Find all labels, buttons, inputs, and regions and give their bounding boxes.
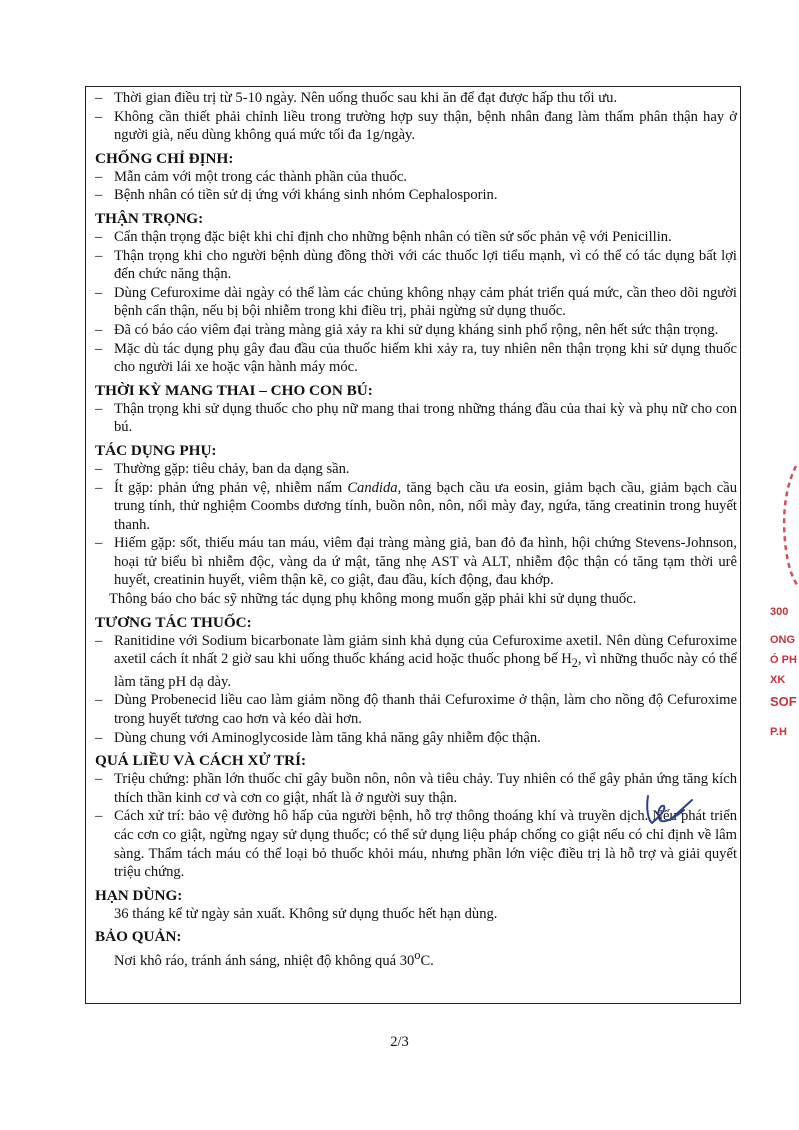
bullet-dash: – [95, 808, 103, 825]
section-title: TÁC DỤNG PHỤ: [95, 441, 217, 459]
stamp-fragment: SOF [770, 694, 797, 709]
section-title: BẢO QUẢN: [95, 928, 182, 946]
expiry-text: 36 tháng kể từ ngày sản xuất. Không sử dụng thuốc hết hạn dùng. [114, 905, 498, 922]
bullet-dash: – [95, 535, 103, 552]
section-pregnancy [95, 381, 741, 437]
bullet-dash: – [95, 771, 103, 788]
storage-text: Nơi khô ráo, tránh ánh sáng, nhiệt độ không quá 30$^o$C. [114, 948, 434, 970]
stamp-fragment: XK [770, 674, 786, 686]
bullet-dash: – [95, 247, 103, 264]
section-storage [95, 927, 741, 970]
section-title: CHỐNG CHỈ ĐỊNH: [95, 149, 234, 167]
section-contraindications [95, 149, 741, 205]
bullet-dash: – [95, 340, 103, 357]
bullet-dash: – [95, 108, 103, 125]
stamp-fragment: Ó PH [770, 654, 797, 666]
side-effects-note: Thông báo cho bác sỹ những tác dụng phụ không mong muốn gặp phải khi sử dụng thuốc. [109, 591, 637, 608]
document-body [95, 89, 741, 971]
list-item: – Thận trọng khi cho người bệnh dùng đồng thời với các thuốc lợi tiểu mạnh, vì có thể có tác dụng bất lợi đến chức năng thận. [95, 247, 737, 283]
list-item: – Mặc dù tác dụng phụ gây đau đầu của thuốc hiếm khi xảy ra, tuy nhiên nên thận trọng khi sử dụng thuốc cho người lái xe hoặc vận hành máy móc. [95, 340, 737, 376]
section-title: THẬN TRỌNG: [95, 209, 204, 227]
bullet-dash: – [95, 321, 103, 338]
bullet-dash: – [95, 187, 103, 204]
section-title: HẠN DÙNG: [95, 886, 183, 904]
stamp-fragment: ONG [770, 634, 796, 646]
bullet-dash: – [95, 692, 103, 709]
list-item: – Triệu chứng: phần lớn thuốc chỉ gây buồn nôn, nôn và tiêu chảy. Tuy nhiên có thể gây phản ứng tăng kích thích thần kinh cơ và cơn co giật, nhất là ở người suy thận. [95, 771, 737, 806]
section-interactions [95, 613, 741, 747]
list-item: – Dùng Cefuroxime dài ngày có thể làm các chủng không nhạy cảm phát triển quá mức, cần theo dõi người bệnh cẩn thận, nếu bị bội nhiễm trong khi điều trị, phải ngừng sử dụng thuốc. [95, 284, 737, 320]
bullet-dash: – [95, 479, 103, 496]
bullet-dash: – [95, 168, 103, 185]
stamp-arc [770, 460, 799, 590]
list-item: – Cẩn thận trọng đặc biệt khi chỉ định cho những bệnh nhân có tiền sử sốc phản vệ với Penicillin. [95, 228, 672, 245]
list-item: – Không cần thiết phải chỉnh liều trong trường hợp suy thận, bệnh nhân đang làm thẩm phân thận hay ở người già, nếu dùng không quá mức tối đa 1g/ngày. [95, 108, 737, 144]
section-title: QUÁ LIỀU VÀ CÁCH XỬ TRÍ: [95, 752, 307, 770]
section-expiry [95, 886, 741, 924]
list-item: – Đã có báo cáo viêm đại tràng màng giả xảy ra khi sử dụng kháng sinh phổ rộng, nên hết sức thận trọng. [95, 321, 719, 338]
bullet-dash: – [95, 729, 103, 746]
section-precautions [95, 209, 741, 377]
section-title: TƯƠNG TÁC THUỐC: [95, 613, 252, 631]
bullet-dash: – [95, 460, 103, 477]
list-item: – Bệnh nhân có tiền sử dị ứng với kháng sinh nhóm Cephalosporin. [95, 187, 498, 204]
list-item: – Ít gặp: phản ứng phản vệ, nhiễm nấm Candida, tăng bạch cầu ưa eosin, giảm bạch cầu, giảm bạch cầu trung tính, thử nghiệm Coombs dương tính, buồn nôn, nôn, nổi mày đay, ngứa, tăng creatinin trong huyết thanh. [95, 479, 737, 533]
list-item: – Ranitidine với Sodium bicarbonate làm giảm sinh khả dụng của Cefuroxime axetil. Nên dùng Cefuroxime axetil cách ít nhất 2 giờ sau khi uống thuốc kháng acid hoặc thuốc phong bế $H_2$, vì những thuốc này có thể làm tăng pH dạ dày. [95, 632, 737, 690]
list-item: – Hiếm gặp: sốt, thiếu máu tan máu, viêm đại tràng màng giả, ban đỏ đa hình, hội chứng Stevens-Johnson, hoại tử biểu bì nhiễm độc, vàng da ứ mật, tăng nhẹ AST và ALT, nhiễm độc thận có tăng tạm thời urê huyết, creatinin huyết, viêm thận kẽ, co giật, đau đầu, kích động, đau khớp. [95, 535, 737, 589]
list-item: – Mẫn cảm với một trong các thành phần của thuốc. [95, 168, 408, 185]
bullet-dash: – [95, 284, 103, 301]
signature-mark [640, 790, 700, 830]
stamp-fragment: P.H [770, 726, 787, 738]
bullet-dash: – [95, 632, 103, 649]
page-number: 2/3 [390, 1034, 409, 1050]
list-item: – Dùng chung với Aminoglycoside làm tăng khả năng gây nhiễm độc thận. [95, 729, 541, 746]
list-item: – Dùng Probenecid liều cao làm giảm nồng độ thanh thải Cefuroxime ở thận, làm cho nồng độ Cefuroxime trong huyết tương cao hơn và kéo dài hơn. [95, 692, 737, 727]
section-title: THỜI KỲ MANG THAI – CHO CON BÚ: [95, 381, 373, 399]
section-side-effects [95, 441, 741, 609]
section-intro [95, 89, 741, 145]
list-item: – Cách xử trí: bảo vệ đường hô hấp của người bệnh, hỗ trợ thông thoáng khí và truyền dịch. Nếu phát triển các cơn co giật, ngừng ngay sử dụng thuốc; có thể sử dụng liệu pháp chống co giật nếu có chỉ định về lâm sàng. Thẩm tách máu có thể loại bỏ thuốc khỏi máu, nhưng phần lớn việc điều trị là hỗ trợ và giải quyết triệu chứng. [95, 808, 737, 881]
organism-name: Candida [347, 479, 398, 496]
bullet-dash: – [95, 228, 103, 245]
bullet-dash: – [95, 90, 103, 106]
bullet-dash: – [95, 400, 103, 417]
list-item: – Thường gặp: tiêu chảy, ban da dạng sần. [95, 460, 350, 477]
stamp-fragment: 300 [770, 606, 789, 618]
list-item: – Thời gian điều trị từ 5-10 ngày. Nên uống thuốc sau khi ăn để đạt được hấp thu tối ưu. [95, 90, 618, 106]
list-item: – Thận trọng khi sử dụng thuốc cho phụ nữ mang thai trong những tháng đầu của thai kỳ và phụ nữ cho con bú. [95, 400, 737, 436]
